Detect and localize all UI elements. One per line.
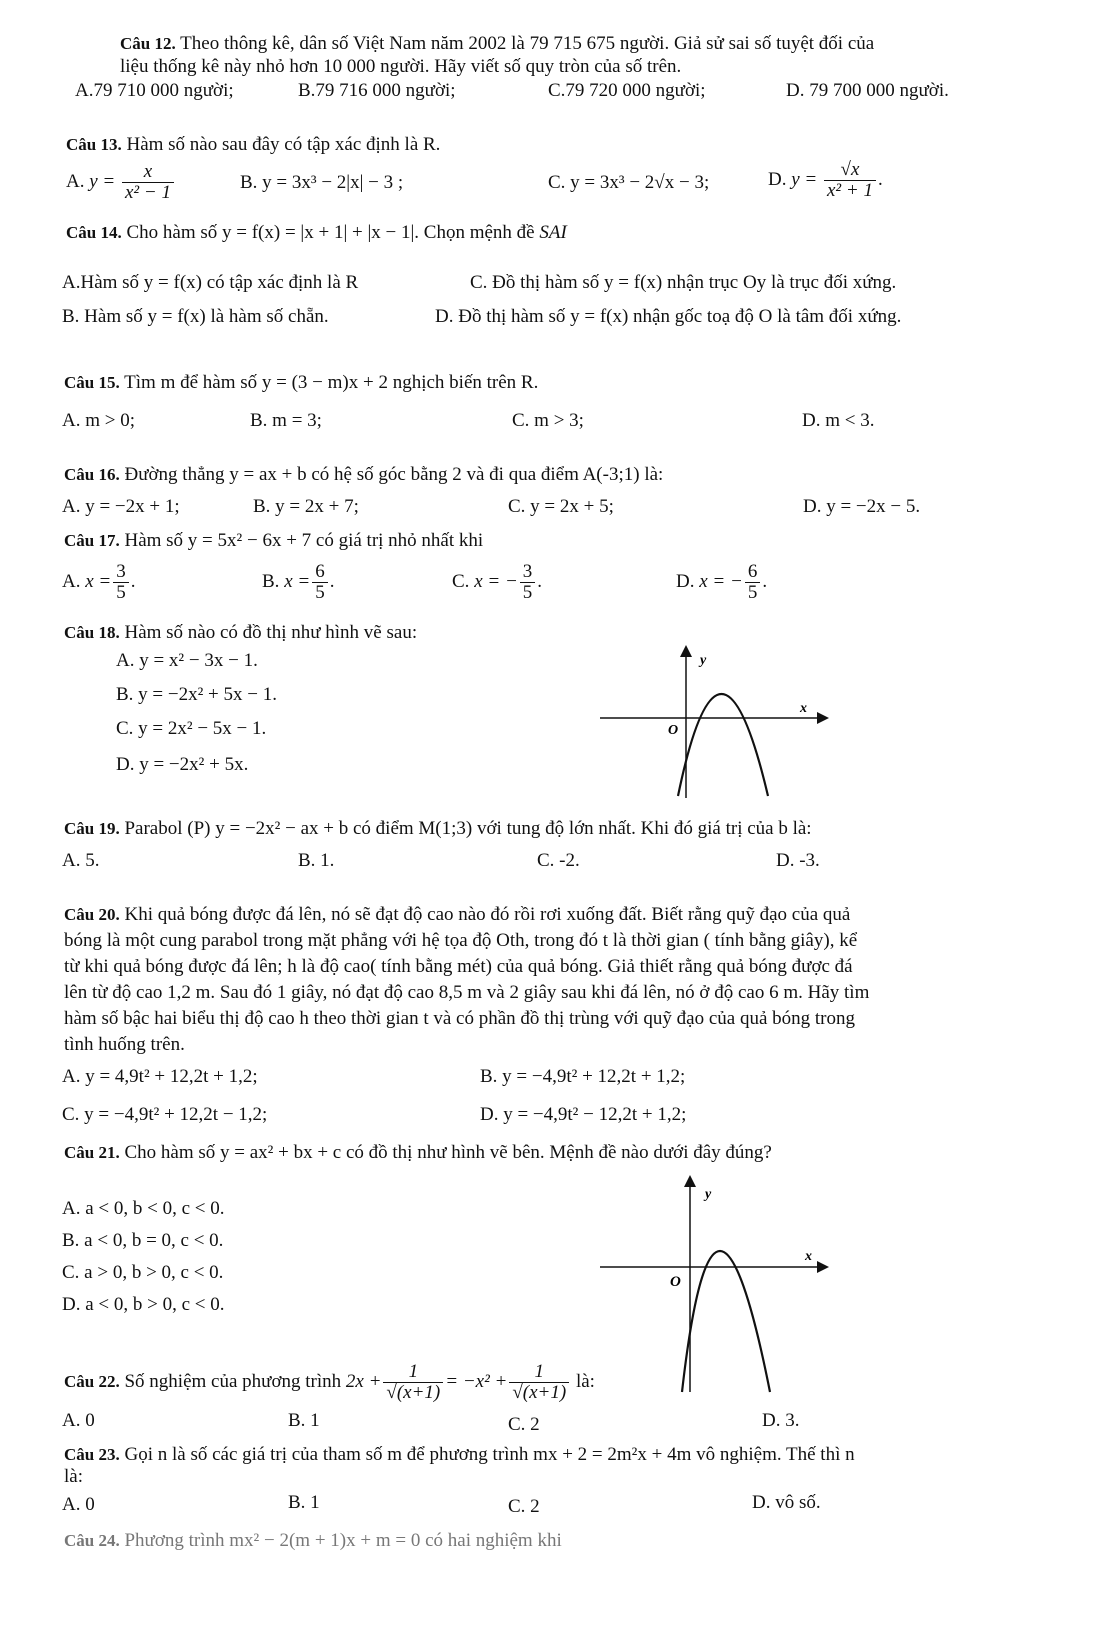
option-end: . (877, 168, 883, 190)
equation-part: = −x² + (445, 1370, 508, 1392)
q14-option-d: D. Đồ thị hàm số y = f(x) nhận gốc toạ độ O là tâm đối xứng. (435, 306, 902, 327)
option-label: D. (676, 570, 695, 592)
question-text: Phương trình mx² − 2(m + 1)x + m = 0 có hai nghiệm khi (124, 1530, 562, 1551)
q21-option-a: A. a < 0, b < 0, c < 0. (62, 1198, 225, 1219)
q22-option-d: D. 3. (762, 1410, 800, 1431)
origin-label: O (668, 723, 679, 738)
question-number: Câu 23. (64, 1445, 120, 1464)
question-text: Hàm số nào có đồ thị như hình vẽ sau: (124, 622, 418, 643)
question-20-line: từ khi quả bóng được đá lên; h là độ cao( tính bằng mét) của quả bóng. Giả thiết rằng quả bóng được đá (64, 956, 853, 977)
question-20-line: hàm số bậc hai biểu thị độ cao h theo thời gian t và có phần đồ thị trùng với quỹ đạo của quả bóng trong (64, 1008, 856, 1029)
fraction (745, 562, 761, 603)
q12-option-c: C.79 720 000 người; (548, 80, 706, 101)
question-text: Khi quả bóng được đá lên, nó sẽ đạt độ cao nào đó rồi rơi xuống đất. Biết rằng quỹ đạo của quả (124, 904, 851, 925)
option-lhs: x = (85, 570, 112, 592)
x-axis-label: x (805, 1249, 812, 1264)
q18-option-b: B. y = −2x² + 5x − 1. (116, 684, 277, 705)
q14-option-a: A.Hàm số y = f(x) có tập xác định là R (62, 272, 359, 293)
q12-option-b: B.79 716 000 người; (298, 80, 456, 101)
question-21 (64, 1142, 772, 1164)
denominator: x² + 1 (824, 180, 876, 201)
q20-option-a: A. y = 4,9t² + 12,2t + 1,2; (62, 1066, 258, 1087)
option-lhs: x = (284, 570, 311, 592)
numerator: 6 (315, 561, 325, 582)
question-text: Cho hàm số y = ax² + bx + c có đồ thị như hình vẽ bên. Mệnh đề nào dưới đây đúng? (124, 1142, 772, 1163)
denominator: √(x+1) (509, 1382, 569, 1403)
origin-label: O (670, 1274, 681, 1290)
question-number: Câu 22. (64, 1371, 120, 1391)
question-number: Câu 16. (64, 465, 120, 484)
q18-option-d: D. y = −2x² + 5x. (116, 754, 249, 775)
question-23 (64, 1444, 855, 1466)
equation-part: 2x + (345, 1370, 382, 1392)
y-axis-label: y (705, 1187, 712, 1202)
q19-option-b: B. 1. (298, 850, 335, 871)
q23-option-c: C. 2 (508, 1496, 540, 1517)
denominator: √(x+1) (383, 1382, 443, 1403)
q21-option-d: D. a < 0, b > 0, c < 0. (62, 1294, 225, 1315)
option-label: B. (262, 570, 280, 592)
question-16 (64, 464, 663, 486)
fraction (312, 562, 328, 603)
question-15 (64, 372, 538, 394)
q19-option-c: C. -2. (537, 850, 580, 871)
q18-option-c: C. y = 2x² − 5x − 1. (116, 718, 267, 739)
option-end: . (329, 570, 335, 592)
question-text: Hàm số nào sau đây có tập xác định là R. (126, 134, 441, 155)
question-text: Đường thẳng y = ax + b có hệ số góc bằng 2 và đi qua điểm A(-3;1) là: (124, 464, 664, 485)
q21-option-c: C. a > 0, b > 0, c < 0. (62, 1262, 224, 1283)
q13-option-a (66, 162, 176, 203)
question-20-line: lên từ độ cao 1,2 m. Sau đó 1 giây, nó đạt độ cao 8,5 m và 2 giây sau khi đá lên, nó ở độ cao 6 m. Hãy tìm (64, 982, 870, 1003)
q18-parabola-graph (600, 640, 840, 800)
q12-option-a: A.79 710 000 người; (75, 80, 234, 101)
question-23-line2: là: (64, 1466, 83, 1487)
q15-option-d: D. m < 3. (802, 410, 875, 431)
q22-option-c: C. 2 (508, 1414, 540, 1435)
fraction (509, 1362, 569, 1403)
fraction (113, 562, 129, 603)
question-text: Gọi n là số các giá trị của tham số m để phương trình mx + 2 = 2m²x + 4m vô nghiệm. Thế thì n (124, 1444, 855, 1465)
question-17 (64, 530, 483, 552)
option-lhs: x = − (474, 570, 518, 592)
q20-option-b: B. y = −4,9t² + 12,2t + 1,2; (480, 1066, 686, 1087)
question-text: Cho hàm số y = f(x) = |x + 1| + |x − 1|. Chọn mệnh đề (126, 222, 535, 243)
question-13 (66, 134, 440, 156)
option-label: A. (66, 170, 85, 192)
option-label: A. (62, 570, 81, 592)
option-end: . (537, 570, 543, 592)
numerator: √x (840, 159, 860, 180)
q16-option-a: A. y = −2x + 1; (62, 496, 180, 517)
q21-option-b: B. a < 0, b = 0, c < 0. (62, 1230, 224, 1251)
question-20-line: tình huống trên. (64, 1034, 185, 1055)
emphasis: SAI (539, 222, 567, 243)
numerator: 1 (408, 1361, 419, 1382)
numerator: 6 (747, 561, 758, 582)
q13-option-d (768, 160, 883, 201)
option-lhs: y = (89, 170, 116, 192)
numerator: 1 (534, 1361, 545, 1382)
q14-option-c: C. Đồ thị hàm số y = f(x) nhận trục Oy là trục đối xứng. (470, 272, 897, 293)
denominator: x² − 1 (122, 182, 174, 203)
q16-option-d: D. y = −2x − 5. (803, 496, 921, 517)
numerator: 3 (116, 561, 126, 582)
parabola-curve (682, 1251, 770, 1392)
option-label: C. (452, 570, 470, 592)
q23-option-b: B. 1 (288, 1492, 320, 1513)
option-end: . (762, 570, 768, 592)
q22-option-a: A. 0 (62, 1410, 95, 1431)
question-number: Câu 13. (66, 135, 122, 154)
y-axis-label: y (700, 653, 707, 668)
denominator: 5 (312, 582, 328, 603)
question-text: Theo thông kê, dân số Việt Nam năm 2002 là 79 715 675 người. Giả sử sai số tuyệt đối của (180, 33, 875, 54)
x-axis-label: x (800, 701, 807, 716)
question-12-line2: liệu thống kê này nhỏ hơn 10 000 người. Hãy viết số quy tròn của số trên. (120, 56, 682, 77)
denominator: 5 (113, 582, 129, 603)
q15-option-b: B. m = 3; (250, 410, 322, 431)
question-number: Câu 19. (64, 819, 120, 838)
equation-end: là: (575, 1370, 595, 1392)
numerator: x (143, 161, 153, 182)
fraction (383, 1362, 443, 1403)
fraction (520, 562, 536, 603)
q16-option-b: B. y = 2x + 7; (253, 496, 359, 517)
denominator: 5 (520, 582, 536, 603)
question-text: Parabol (P) y = −2x² − ax + b có điểm M(1;3) với tung độ lớn nhất. Khi đó giá trị của b là: (124, 818, 812, 839)
question-19 (64, 818, 812, 840)
question-text: Tìm m để hàm số y = (3 − m)x + 2 nghịch biến trên R. (124, 372, 539, 393)
option-lhs: y = (791, 168, 818, 190)
q19-option-d: D. -3. (776, 850, 820, 871)
q22-option-b: B. 1 (288, 1410, 320, 1431)
option-end: . (130, 570, 136, 592)
question-number: Câu 12. (120, 34, 176, 53)
question-number: Câu 20. (64, 905, 120, 924)
q13-option-c: C. y = 3x³ − 2√x − 3; (548, 172, 710, 193)
q20-option-c: C. y = −4,9t² + 12,2t − 1,2; (62, 1104, 268, 1125)
question-12 (120, 33, 874, 55)
numerator: 3 (522, 561, 533, 582)
question-text: Hàm số y = 5x² − 6x + 7 có giá trị nhỏ nhất khi (124, 530, 484, 551)
q17-option-d (676, 562, 767, 603)
denominator: 5 (745, 582, 761, 603)
q20-option-d: D. y = −4,9t² − 12,2t + 1,2; (480, 1104, 687, 1125)
q21-parabola-graph (600, 1170, 840, 1395)
option-lhs: x = − (699, 570, 743, 592)
option-label: D. (768, 168, 787, 190)
q12-option-d: D. 79 700 000 người. (786, 80, 949, 101)
q17-option-b (262, 562, 334, 603)
question-number: Câu 15. (64, 373, 120, 392)
fraction (824, 160, 876, 201)
q13-option-b: B. y = 3x³ − 2|x| − 3 ; (240, 172, 404, 193)
q15-option-c: C. m > 3; (512, 410, 584, 431)
question-number: Câu 14. (66, 223, 122, 242)
question-number: Câu 18. (64, 623, 120, 642)
q17-option-a (62, 562, 136, 603)
q16-option-c: C. y = 2x + 5; (508, 496, 614, 517)
q14-option-b: B. Hàm số y = f(x) là hàm số chẵn. (62, 306, 329, 327)
q17-option-c (452, 562, 542, 603)
q18-option-a: A. y = x² − 3x − 1. (116, 650, 258, 671)
question-18 (64, 622, 417, 644)
q15-option-a: A. m > 0; (62, 410, 135, 431)
fraction (122, 162, 174, 203)
question-number: Câu 24. (64, 1531, 120, 1550)
parabola-curve (678, 694, 768, 796)
question-24 (64, 1530, 562, 1552)
question-number: Câu 21. (64, 1143, 120, 1162)
q23-option-a: A. 0 (62, 1494, 95, 1515)
question-20-line: bóng là một cung parabol trong mặt phẳng với hệ tọa độ Oth, trong đó t là thời gian ( tính bằng giây), kể (64, 930, 858, 951)
question-text: Số nghiệm của phương trình (124, 1370, 342, 1392)
question-14 (66, 222, 567, 244)
question-20 (64, 904, 850, 926)
q19-option-a: A. 5. (62, 850, 100, 871)
question-number: Câu 17. (64, 531, 120, 550)
q23-option-d: D. vô số. (752, 1492, 821, 1513)
question-22 (64, 1362, 595, 1403)
